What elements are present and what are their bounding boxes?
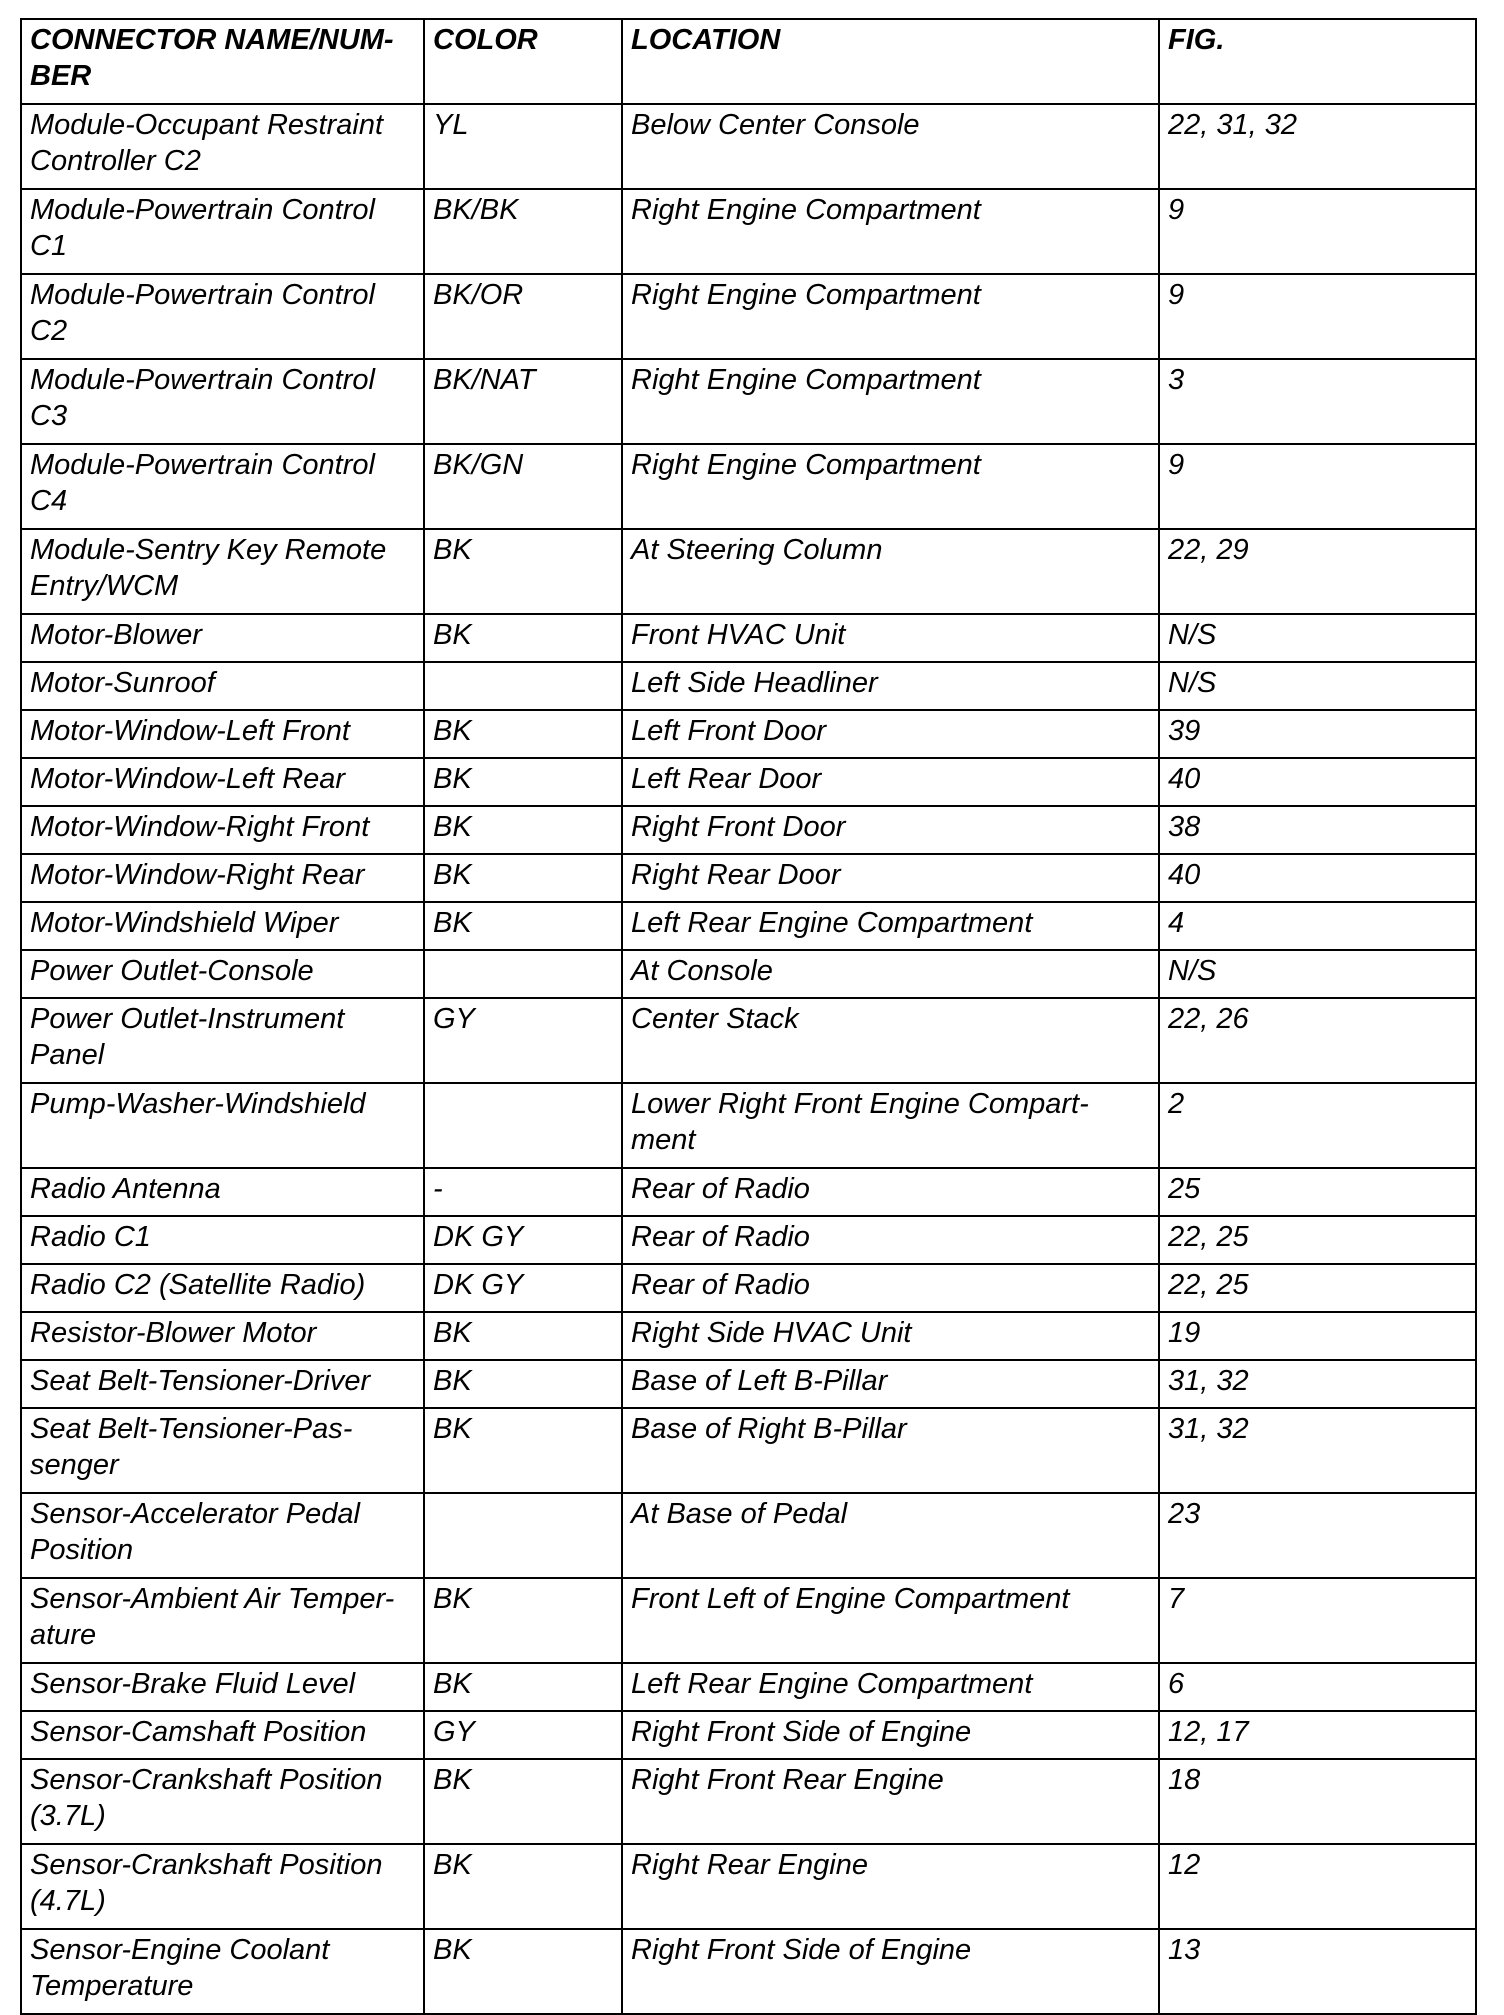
fig-cell: 9 xyxy=(1159,274,1476,359)
location-cell: Right Front Door xyxy=(622,806,1159,854)
table-row xyxy=(21,806,1476,854)
connector-name-cell: Sensor-Crankshaft Position (3.7L) xyxy=(21,1759,424,1844)
connector-name-cell: Module-Powertrain Control C2 xyxy=(21,274,424,359)
table-row xyxy=(21,902,1476,950)
table-row xyxy=(21,854,1476,902)
table-row xyxy=(21,998,1476,1083)
fig-cell: 19 xyxy=(1159,1312,1476,1360)
color-cell: BK xyxy=(424,1408,622,1493)
location-cell: Right Engine Compartment xyxy=(622,274,1159,359)
header-location: LOCATION xyxy=(622,19,1159,104)
connector-name-cell: Motor-Windshield Wiper xyxy=(21,902,424,950)
fig-cell: 40 xyxy=(1159,758,1476,806)
location-cell: Right Side HVAC Unit xyxy=(622,1312,1159,1360)
fig-cell: 23 xyxy=(1159,1493,1476,1578)
fig-cell: 7 xyxy=(1159,1578,1476,1663)
color-cell: DK GY xyxy=(424,1264,622,1312)
location-cell: Center Stack xyxy=(622,998,1159,1083)
color-cell: BK/BK xyxy=(424,189,622,274)
color-cell: YL xyxy=(424,104,622,189)
connector-name-cell: Module-Sentry Key Remote Entry/WCM xyxy=(21,529,424,614)
table-row xyxy=(21,1493,1476,1578)
connector-name-cell: Motor-Window-Left Rear xyxy=(21,758,424,806)
color-cell: DK GY xyxy=(424,1216,622,1264)
connector-name-cell: Sensor-Brake Fluid Level xyxy=(21,1663,424,1711)
table-row xyxy=(21,104,1476,189)
table-row xyxy=(21,1168,1476,1216)
fig-cell: 25 xyxy=(1159,1168,1476,1216)
connector-name-cell: Power Outlet-Console xyxy=(21,950,424,998)
color-cell: BK xyxy=(424,614,622,662)
fig-cell: 4 xyxy=(1159,902,1476,950)
table-row xyxy=(21,1711,1476,1759)
connector-name-cell: Resistor-Blower Motor xyxy=(21,1312,424,1360)
connector-name-cell: Module-Powertrain Control C1 xyxy=(21,189,424,274)
connector-name-cell: Motor-Window-Left Front xyxy=(21,710,424,758)
connector-name-cell: Motor-Blower xyxy=(21,614,424,662)
color-cell: BK xyxy=(424,1759,622,1844)
location-cell: At Base of Pedal xyxy=(622,1493,1159,1578)
location-cell: Right Engine Compartment xyxy=(622,359,1159,444)
fig-cell: 38 xyxy=(1159,806,1476,854)
connector-name-cell: Motor-Sunroof xyxy=(21,662,424,710)
table-row xyxy=(21,359,1476,444)
header-fig: FIG. xyxy=(1159,19,1476,104)
color-cell: GY xyxy=(424,998,622,1083)
connector-name-cell: Sensor-Camshaft Position xyxy=(21,1711,424,1759)
table-row xyxy=(21,1408,1476,1493)
color-cell: BK xyxy=(424,902,622,950)
connector-name-cell: Sensor-Ambient Air Temper-ature xyxy=(21,1578,424,1663)
document-page xyxy=(20,18,1475,2015)
location-cell: Base of Left B-Pillar xyxy=(622,1360,1159,1408)
fig-cell: 22, 25 xyxy=(1159,1264,1476,1312)
location-cell: Left Rear Engine Compartment xyxy=(622,1663,1159,1711)
fig-cell: 39 xyxy=(1159,710,1476,758)
location-cell: Right Front Side of Engine xyxy=(622,1929,1159,2014)
connector-name-cell: Module-Powertrain Control C4 xyxy=(21,444,424,529)
table-row xyxy=(21,1759,1476,1844)
location-cell: Right Rear Engine xyxy=(622,1844,1159,1929)
connector-name-cell: Power Outlet-Instrument Panel xyxy=(21,998,424,1083)
connector-name-cell: Radio Antenna xyxy=(21,1168,424,1216)
connector-name-cell: Motor-Window-Right Rear xyxy=(21,854,424,902)
fig-cell: 12 xyxy=(1159,1844,1476,1929)
connector-name-cell: Module-Occupant Restraint Controller C2 xyxy=(21,104,424,189)
table-row xyxy=(21,189,1476,274)
location-cell: Left Rear Engine Compartment xyxy=(622,902,1159,950)
fig-cell: 22, 31, 32 xyxy=(1159,104,1476,189)
table-row xyxy=(21,710,1476,758)
color-cell xyxy=(424,950,622,998)
color-cell: BK xyxy=(424,1360,622,1408)
fig-cell: 9 xyxy=(1159,189,1476,274)
color-cell: GY xyxy=(424,1711,622,1759)
connector-name-cell: Radio C2 (Satellite Radio) xyxy=(21,1264,424,1312)
connector-name-cell: Module-Powertrain Control C3 xyxy=(21,359,424,444)
connector-name-cell: Motor-Window-Right Front xyxy=(21,806,424,854)
location-cell: Left Side Headliner xyxy=(622,662,1159,710)
location-cell: Left Rear Door xyxy=(622,758,1159,806)
color-cell: BK xyxy=(424,710,622,758)
table-row xyxy=(21,614,1476,662)
fig-cell: 22, 26 xyxy=(1159,998,1476,1083)
location-cell: Front HVAC Unit xyxy=(622,614,1159,662)
color-cell: BK xyxy=(424,1929,622,2014)
location-cell: Below Center Console xyxy=(622,104,1159,189)
color-cell: BK/NAT xyxy=(424,359,622,444)
color-cell: - xyxy=(424,1168,622,1216)
table-row xyxy=(21,758,1476,806)
color-cell: BK/GN xyxy=(424,444,622,529)
fig-cell: 12, 17 xyxy=(1159,1711,1476,1759)
table-row xyxy=(21,1578,1476,1663)
table-row xyxy=(21,950,1476,998)
connector-name-cell: Sensor-Crankshaft Position (4.7L) xyxy=(21,1844,424,1929)
location-cell: Right Front Rear Engine xyxy=(622,1759,1159,1844)
fig-cell: 22, 25 xyxy=(1159,1216,1476,1264)
table-row xyxy=(21,1663,1476,1711)
fig-cell: 31, 32 xyxy=(1159,1408,1476,1493)
fig-cell: N/S xyxy=(1159,662,1476,710)
location-cell: Right Engine Compartment xyxy=(622,189,1159,274)
color-cell: BK xyxy=(424,1578,622,1663)
table-row xyxy=(21,529,1476,614)
header-color: COLOR xyxy=(424,19,622,104)
table-row xyxy=(21,444,1476,529)
location-cell: At Steering Column xyxy=(622,529,1159,614)
location-cell: Rear of Radio xyxy=(622,1168,1159,1216)
connector-name-cell: Sensor-Accelerator Pedal Position xyxy=(21,1493,424,1578)
color-cell xyxy=(424,662,622,710)
fig-cell: 31, 32 xyxy=(1159,1360,1476,1408)
location-cell: Lower Right Front Engine Compart-ment xyxy=(622,1083,1159,1168)
table-row xyxy=(21,1360,1476,1408)
location-cell: Rear of Radio xyxy=(622,1264,1159,1312)
table-row xyxy=(21,1312,1476,1360)
fig-cell: 22, 29 xyxy=(1159,529,1476,614)
header-row xyxy=(21,19,1476,104)
location-cell: Right Rear Door xyxy=(622,854,1159,902)
connector-name-cell: Seat Belt-Tensioner-Driver xyxy=(21,1360,424,1408)
color-cell: BK xyxy=(424,758,622,806)
location-cell: Right Front Side of Engine xyxy=(622,1711,1159,1759)
color-cell: BK xyxy=(424,806,622,854)
fig-cell: 13 xyxy=(1159,1929,1476,2014)
table-row xyxy=(21,1216,1476,1264)
connector-name-cell: Pump-Washer-Windshield xyxy=(21,1083,424,1168)
table-row xyxy=(21,1264,1476,1312)
fig-cell: 40 xyxy=(1159,854,1476,902)
location-cell: Right Engine Compartment xyxy=(622,444,1159,529)
connector-name-cell: Seat Belt-Tensioner-Pas-senger xyxy=(21,1408,424,1493)
color-cell xyxy=(424,1493,622,1578)
color-cell: BK xyxy=(424,1312,622,1360)
color-cell xyxy=(424,1083,622,1168)
table-row xyxy=(21,662,1476,710)
color-cell: BK xyxy=(424,1844,622,1929)
fig-cell: 18 xyxy=(1159,1759,1476,1844)
fig-cell: N/S xyxy=(1159,950,1476,998)
location-cell: Left Front Door xyxy=(622,710,1159,758)
connector-name-cell: Radio C1 xyxy=(21,1216,424,1264)
table-row xyxy=(21,274,1476,359)
fig-cell: 2 xyxy=(1159,1083,1476,1168)
connector-table xyxy=(20,18,1477,2015)
table-row xyxy=(21,1844,1476,1929)
fig-cell: N/S xyxy=(1159,614,1476,662)
fig-cell: 6 xyxy=(1159,1663,1476,1711)
fig-cell: 3 xyxy=(1159,359,1476,444)
location-cell: Base of Right B-Pillar xyxy=(622,1408,1159,1493)
table-row xyxy=(21,1929,1476,2014)
location-cell: At Console xyxy=(622,950,1159,998)
connector-name-cell: Sensor-Engine Coolant Temperature xyxy=(21,1929,424,2014)
color-cell: BK xyxy=(424,1663,622,1711)
fig-cell: 9 xyxy=(1159,444,1476,529)
location-cell: Rear of Radio xyxy=(622,1216,1159,1264)
table-body xyxy=(21,104,1476,2014)
table-row xyxy=(21,1083,1476,1168)
color-cell: BK xyxy=(424,529,622,614)
header-connector-name: CONNECTOR NAME/NUM-BER xyxy=(21,19,424,104)
color-cell: BK xyxy=(424,854,622,902)
location-cell: Front Left of Engine Compartment xyxy=(622,1578,1159,1663)
color-cell: BK/OR xyxy=(424,274,622,359)
